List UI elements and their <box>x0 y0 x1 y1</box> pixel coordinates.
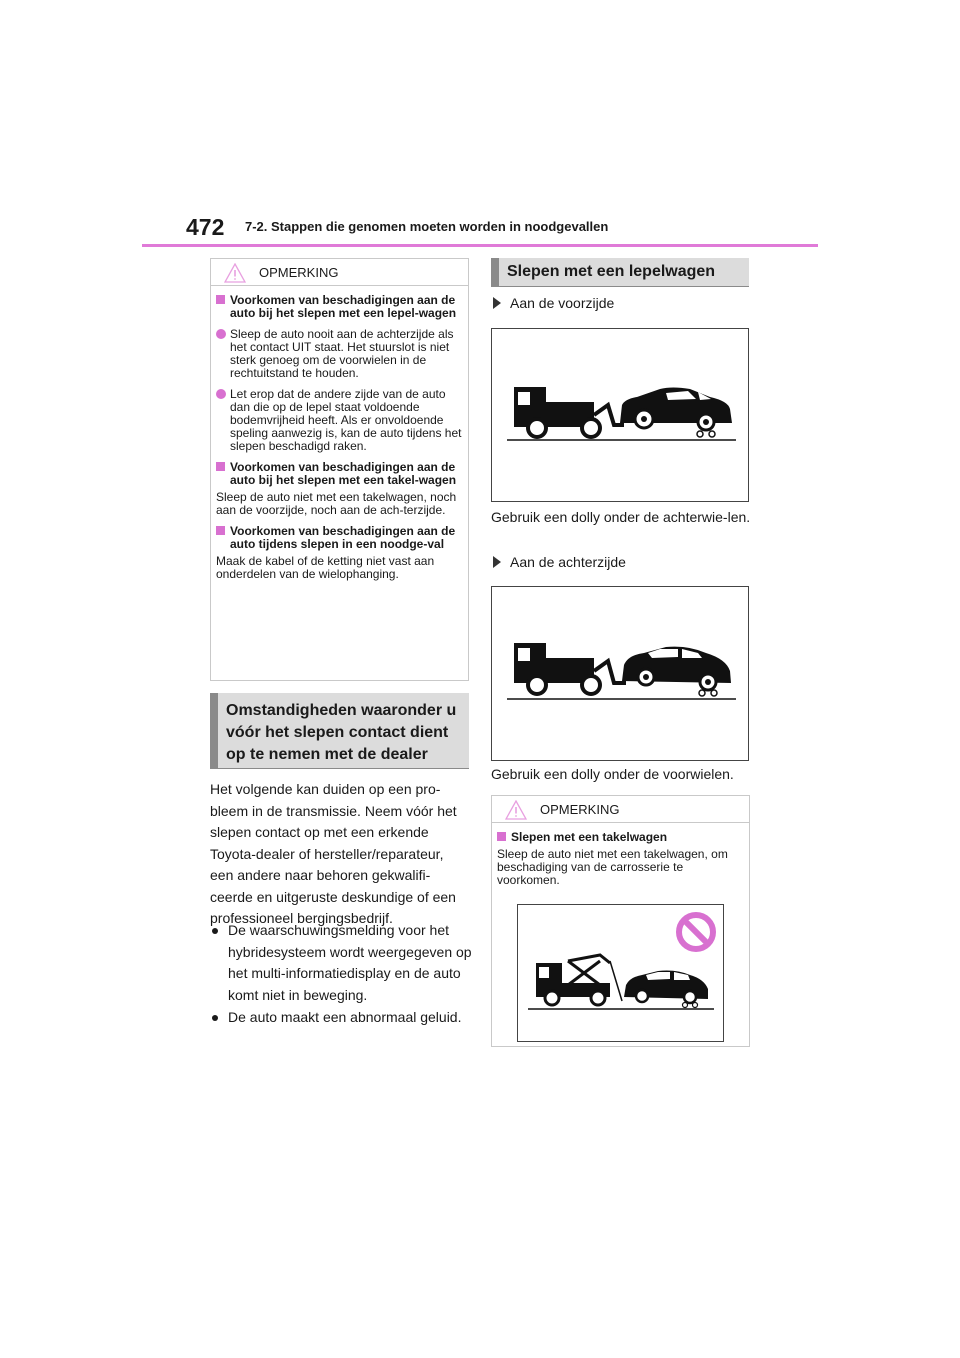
header-rule <box>142 244 818 247</box>
notice-header <box>492 796 749 823</box>
heading-underline <box>210 768 469 769</box>
notice-text: Sleep de auto niet met een takelwagen, om beschadiging van de carrosserie te voorkomen. <box>497 847 728 887</box>
flatbed-tow-illustration <box>518 905 723 1041</box>
circle-bullet-icon <box>216 329 226 339</box>
front-label-row <box>491 295 614 311</box>
triangle-bullet-icon <box>493 556 501 568</box>
notice-box-left <box>210 258 469 681</box>
dealer-section-heading <box>210 693 469 768</box>
rear-label: Aan de achterzijde <box>510 554 626 570</box>
notice-bullet <box>216 328 464 380</box>
triangle-bullet-icon <box>493 297 501 309</box>
page-number: 472 <box>186 214 225 240</box>
notice-bullet <box>216 388 464 453</box>
notice-text: Sleep de auto niet met een takelwagen, noch aan de voorzijde, noch aan de ach-terzijde. <box>216 490 457 517</box>
square-bullet-icon <box>497 832 506 841</box>
notice-heading <box>216 294 464 320</box>
notice-body <box>492 823 749 895</box>
warning-triangle-icon <box>505 800 527 820</box>
front-label: Aan de voorzijde <box>510 295 615 311</box>
rear-label-row <box>491 554 626 570</box>
square-bullet-icon <box>216 462 225 471</box>
notice-heading-text: Voorkomen van beschadigingen aan de auto tijdens slepen in een noodge-val <box>230 524 456 551</box>
notice-heading <box>216 461 464 487</box>
wheel-lift-heading-text: Slepen met een lepelwagen <box>507 263 716 280</box>
dealer-bullet-1 <box>212 920 482 1006</box>
rear-caption: Gebruik een dolly onder de voorwielen. <box>491 766 734 782</box>
figure-front-tow <box>491 328 749 502</box>
figure-flatbed-prohibited <box>517 904 724 1042</box>
notice-heading <box>497 831 745 844</box>
bullet-dot-icon <box>212 1015 218 1021</box>
notice-text: Maak de kabel of de ketting niet vast aan onderdelen van de wielophanging. <box>216 554 435 581</box>
bullet-dot-icon <box>212 928 218 934</box>
notice-heading-text: Voorkomen van beschadigingen aan de auto bij het slepen met een lepel-wagen <box>230 293 457 320</box>
notice-heading-text: Slepen met een takelwagen <box>511 830 668 844</box>
notice-label: OPMERKING <box>540 802 620 817</box>
notice-label: OPMERKING <box>259 265 339 280</box>
bullet-text: De auto maakt een abnormaal geluid. <box>228 1009 462 1025</box>
notice-box-right <box>491 795 750 1047</box>
dealer-heading-text: Omstandigheden waaronder u vóór het slepen contact dient op te nemen met de dealer <box>226 702 457 763</box>
wheel-lift-heading <box>491 258 749 286</box>
figure-rear-tow <box>491 586 749 761</box>
square-bullet-icon <box>216 526 225 535</box>
notice-heading-text: Voorkomen van beschadigingen aan de auto bij het slepen met een takel-wagen <box>230 460 457 487</box>
warning-triangle-icon <box>224 263 246 283</box>
section-title: 7-2. Stappen die genomen moeten worden in noodgevallen <box>245 219 609 234</box>
notice-heading <box>216 525 464 551</box>
heading-underline <box>491 286 749 287</box>
bullet-text: De waarschuwingsmelding voor het hybridesysteem wordt weergegeven op het multi-informatiedisplay en de auto komt niet in beweging. <box>228 922 472 1003</box>
notice-bullet-text: Let erop dat de andere zijde van de auto dan die op de lepel staat voldoende bodemvrijheid heeft. Als er onvoldoende speling aanwezig is, kan de auto tijdens het slepen beschadigd raken. <box>230 387 462 453</box>
notice-header <box>211 259 468 286</box>
dealer-bullet-2 <box>212 1007 490 1029</box>
prohibited-icon <box>679 915 713 949</box>
tow-front-illustration <box>492 329 748 501</box>
notice-bullet-text: Sleep de auto nooit aan de achterzijde als het contact UIT staat. Het stuurslot is niet sterk genoeg om de voorwielen in de rechtuitstand te houden. <box>230 327 454 380</box>
square-bullet-icon <box>216 295 225 304</box>
tow-rear-illustration <box>492 587 748 760</box>
front-caption: Gebruik een dolly onder de achterwie-len. <box>491 509 751 525</box>
notice-body <box>211 286 468 589</box>
circle-bullet-icon <box>216 389 226 399</box>
dealer-intro-text: Het volgende kan duiden op een pro-bleem in de transmissie. Neem vóór het slepen contact op met een erkende Toyota-dealer of hersteller/reparateur, een andere naar behoren gekwalifi-ceerde en uitgeruste deskundige of een professioneel bergingsbedrijf. <box>210 781 457 926</box>
